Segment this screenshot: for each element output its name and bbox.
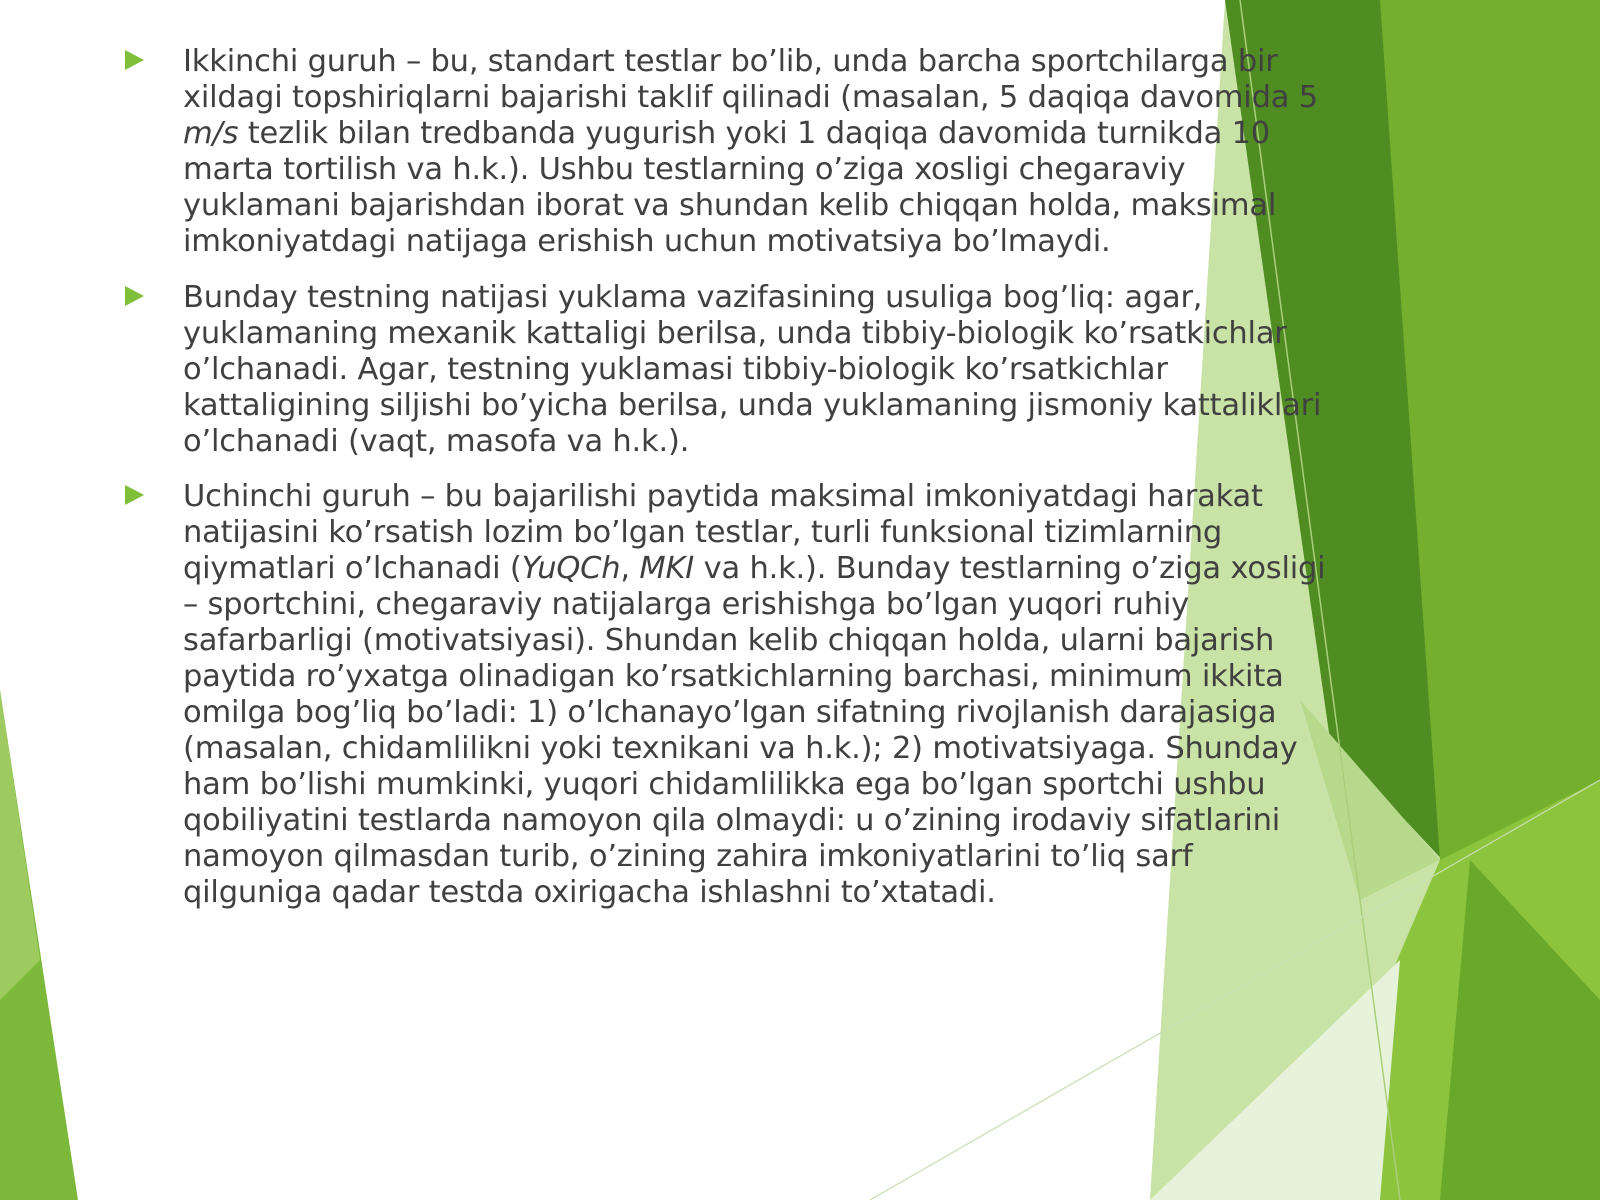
bullet-text-2: Bunday testning natijasi yuklama vazifasining usuliga bog’liq: agar, yuklamaning mexanik kattaligi berilsa, unda tibbiy-biologik ko’rsatkichlar o’lchanadi. Agar, testning yuklamasi tibbiy-biologik ko’rsatkichlar kattaligining siljishi bo’yicha berilsa, unda yuklamaning jismoniy kattaliklari o’lchanadi (vaqt, masofa va h.k.). xyxy=(183,280,1322,459)
bullet-text-1: Ikkinchi guruh – bu, standart testlar bo’lib, unda barcha sportchilarga bir xildagi topshiriqlarni bajarishi taklif qilinadi (masalan, 5 daqiqa davomida 5 m/s tezlik bilan tredbanda yugurish yoki 1 daqiqa davomida turnikda 10 marta tortilish va h.k.). Ushbu testlarning o’ziga xosligi chegaraviy yuklamani bajarishdan iborat va shundan kelib chiqqan holda, maksimal imkoniyatdagi natijaga erishish uchun motivatsiya bo’lmaydi. xyxy=(183,44,1318,259)
bullet-item-1 xyxy=(125,44,1335,260)
bullet-item-2 xyxy=(125,280,1335,460)
bullet-item-3 xyxy=(125,479,1335,911)
bullet-text-3: Uchinchi guruh – bu bajarilishi paytida maksimal imkoniyatdagi harakat natijasini ko’rsatish lozim bo’lgan testlar, turli funksional tizimlarning qiymatlari o’lchanadi (YuQCh, MKI va h.k.). Bunday testlarning o’ziga xosligi – sportchini, chegaraviy natijalarga erishishga bo’lgan yuqori ruhiy safarbarligi (motivatsiyasi). Shundan kelib chiqqan holda, ularni bajarish paytida ro’yxatga olinadigan ko’rsatkichlarning barchasi, minimum ikkita omilga bog’liq bo’ladi: 1) o’lchanayo’lgan sifatning rivojlanish darajasiga (masalan, chidamlilikni yoki texnikani va h.k.); 2) motivatsiyaga. Shunday ham bo’lishi mumkinki, yuqori chidamlilikka ega bo’lgan sportchi ushbu qobiliyatini testlarda namoyon qila olmaydi: u o’zining irodaviy sifatlarini namoyon qilmasdan turib, o’zining zahira imkoniyatlarini to’liq sarf qilguniga qadar testda oxirigacha ishlashni to’xtatadi. xyxy=(183,479,1326,910)
triangle-bullet-icon xyxy=(125,50,144,70)
triangle-bullet-icon xyxy=(125,485,144,505)
triangle-bullet-icon xyxy=(125,286,144,306)
